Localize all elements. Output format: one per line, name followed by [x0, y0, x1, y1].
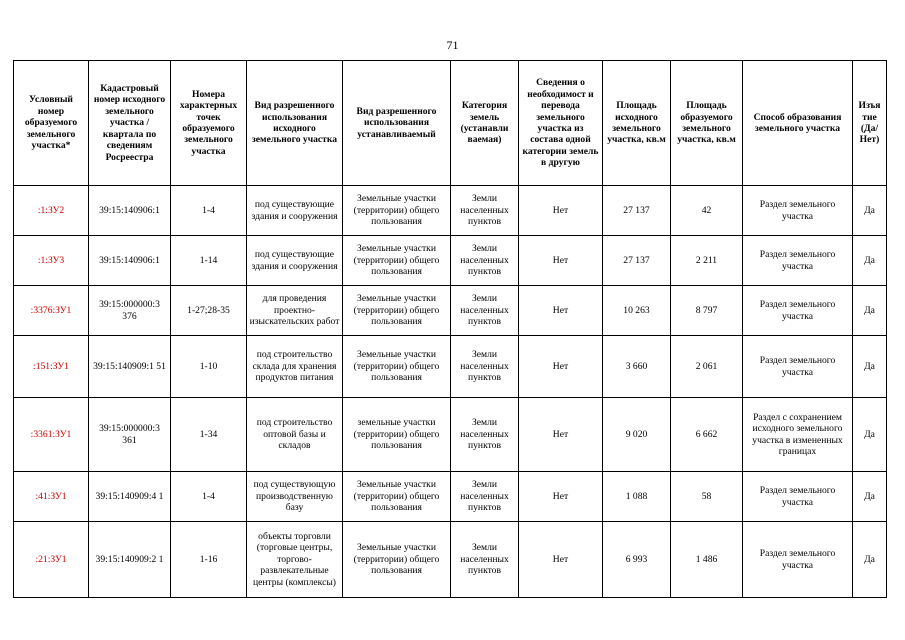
source-area-cell: 9 020: [603, 398, 671, 472]
transfer-cell: Нет: [519, 398, 603, 472]
header-new-area: Площадь образуемого земельного участка, кв.м: [671, 61, 743, 186]
transfer-cell: Нет: [519, 236, 603, 286]
plot-id-cell: :151:ЗУ1: [14, 336, 89, 398]
category-cell: Земли населенных пунктов: [451, 286, 519, 336]
source-area-cell: 6 993: [603, 522, 671, 598]
points-cell: 1-4: [171, 472, 247, 522]
category-cell: Земли населенных пунктов: [451, 522, 519, 598]
plot-id-cell: :1:ЗУ3: [14, 236, 89, 286]
header-source-area: Площадь исходного земельного участка, кв.м: [603, 61, 671, 186]
header-cadastral-number: Кадастровый номер исходного земельного участка / квартала по сведениям Росреестра: [89, 61, 171, 186]
plot-id-cell: :21:ЗУ1: [14, 522, 89, 598]
new-area-cell: 2 061: [671, 336, 743, 398]
method-cell: Раздел земельного участка: [743, 236, 853, 286]
transfer-cell: Нет: [519, 472, 603, 522]
seizure-cell: Да: [853, 236, 887, 286]
category-cell: Земли населенных пунктов: [451, 398, 519, 472]
points-cell: 1-14: [171, 236, 247, 286]
new-use-cell: Земельные участки (территории) общего пользования: [343, 522, 451, 598]
source-use-cell: под существующие здания и сооружения: [247, 236, 343, 286]
new-use-cell: Земельные участки (территории) общего пользования: [343, 336, 451, 398]
seizure-cell: Да: [853, 522, 887, 598]
category-cell: Земли населенных пунктов: [451, 236, 519, 286]
source-use-cell: под существующие здания и сооружения: [247, 186, 343, 236]
header-new-use: Вид разрешенного использования устанавливаемый: [343, 61, 451, 186]
source-use-cell: под существующую производственную базу: [247, 472, 343, 522]
plot-id-cell: :3376:ЗУ1: [14, 286, 89, 336]
method-cell: Раздел с сохранением исходного земельного участка в измененных границах: [743, 398, 853, 472]
header-transfer: Сведения о необходимост и перевода земельного участка из состава одной категории земель в другую: [519, 61, 603, 186]
category-cell: Земли населенных пунктов: [451, 186, 519, 236]
method-cell: Раздел земельного участка: [743, 336, 853, 398]
new-use-cell: Земельные участки (территории) общего пользования: [343, 286, 451, 336]
points-cell: 1-4: [171, 186, 247, 236]
new-area-cell: 58: [671, 472, 743, 522]
table-row: [14, 472, 887, 522]
header-plot-id: Условный номер образуемого земельного участка*: [14, 61, 89, 186]
table-row: [14, 522, 887, 598]
table-row: [14, 336, 887, 398]
transfer-cell: Нет: [519, 522, 603, 598]
source-use-cell: для проведения проектно-изыскательских работ: [247, 286, 343, 336]
cadastral-cell: 39:15:140909:4 1: [89, 472, 171, 522]
category-cell: Земли населенных пунктов: [451, 336, 519, 398]
cadastral-cell: 39:15:140909:1 51: [89, 336, 171, 398]
new-use-cell: Земельные участки (территории) общего пользования: [343, 186, 451, 236]
header-method: Способ образования земельного участка: [743, 61, 853, 186]
cadastral-cell: 39:15:140906:1: [89, 236, 171, 286]
transfer-cell: Нет: [519, 336, 603, 398]
transfer-cell: Нет: [519, 286, 603, 336]
header-seizure: Изъя тие (Да/ Нет): [853, 61, 887, 186]
seizure-cell: Да: [853, 398, 887, 472]
source-use-cell: объекты торговли (торговые центры, торгово-развлекательные центры (комплексы): [247, 522, 343, 598]
new-area-cell: 8 797: [671, 286, 743, 336]
source-use-cell: под строительство склада для хранения продуктов питания: [247, 336, 343, 398]
table-row: [14, 286, 887, 336]
plot-id-cell: :1:ЗУ2: [14, 186, 89, 236]
method-cell: Раздел земельного участка: [743, 286, 853, 336]
header-source-use: Вид разрешенного использования исходного земельного участка: [247, 61, 343, 186]
method-cell: Раздел земельного участка: [743, 472, 853, 522]
cadastral-cell: 39:15:000000:3 361: [89, 398, 171, 472]
new-area-cell: 1 486: [671, 522, 743, 598]
source-area-cell: 27 137: [603, 186, 671, 236]
new-area-cell: 42: [671, 186, 743, 236]
seizure-cell: Да: [853, 186, 887, 236]
category-cell: Земли населенных пунктов: [451, 472, 519, 522]
cadastral-cell: 39:15:000000:3 376: [89, 286, 171, 336]
new-use-cell: Земельные участки (территории) общего пользования: [343, 472, 451, 522]
header-category: Категория земель (устанавли ваемая): [451, 61, 519, 186]
transfer-cell: Нет: [519, 186, 603, 236]
points-cell: 1-34: [171, 398, 247, 472]
header-row: [14, 61, 887, 186]
source-area-cell: 27 137: [603, 236, 671, 286]
new-use-cell: Земельные участки (территории) общего пользования: [343, 236, 451, 286]
source-area-cell: 3 660: [603, 336, 671, 398]
table-row: [14, 186, 887, 236]
new-area-cell: 2 211: [671, 236, 743, 286]
land-plots-table: [13, 60, 887, 598]
points-cell: 1-16: [171, 522, 247, 598]
plot-id-cell: :41:ЗУ1: [14, 472, 89, 522]
cadastral-cell: 39:15:140909:2 1: [89, 522, 171, 598]
seizure-cell: Да: [853, 472, 887, 522]
method-cell: Раздел земельного участка: [743, 522, 853, 598]
table-row: [14, 236, 887, 286]
method-cell: Раздел земельного участка: [743, 186, 853, 236]
seizure-cell: Да: [853, 336, 887, 398]
page-number: 71: [446, 38, 459, 52]
points-cell: 1-27;28-35: [171, 286, 247, 336]
source-area-cell: 1 088: [603, 472, 671, 522]
cadastral-cell: 39:15:140906:1: [89, 186, 171, 236]
new-use-cell: земельные участки (территории) общего пользования: [343, 398, 451, 472]
plot-id-cell: :3361:ЗУ1: [14, 398, 89, 472]
new-area-cell: 6 662: [671, 398, 743, 472]
points-cell: 1-10: [171, 336, 247, 398]
source-use-cell: под строительство оптовой базы и складов: [247, 398, 343, 472]
table-row: [14, 398, 887, 472]
header-points: Номера характерных точек образуемого земельного участка: [171, 61, 247, 186]
source-area-cell: 10 263: [603, 286, 671, 336]
seizure-cell: Да: [853, 286, 887, 336]
